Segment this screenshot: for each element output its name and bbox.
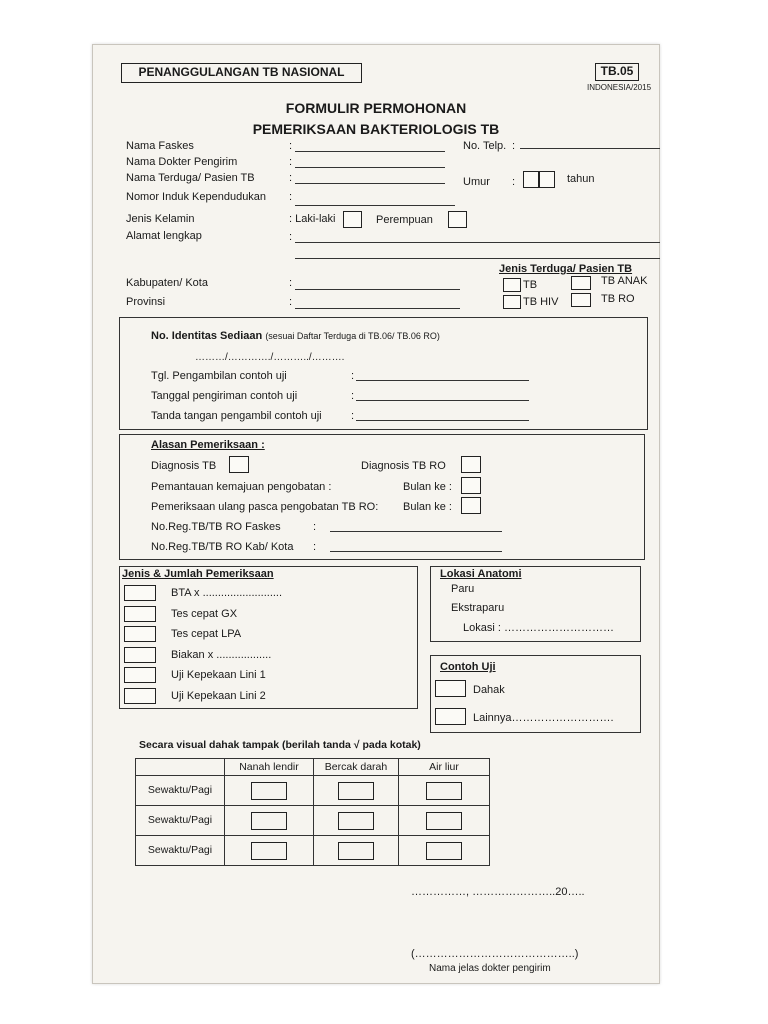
visual-table — [135, 758, 490, 866]
sediaan-id-field[interactable]: ………/…………./………../………. — [195, 352, 345, 363]
sediaan-heading-row — [151, 330, 440, 343]
paru-option[interactable]: Paru — [451, 583, 475, 595]
nama-dokter-label: Nama Dokter Pengirim — [126, 156, 238, 168]
alamat-field-line2[interactable] — [295, 258, 660, 259]
visual-cell — [225, 776, 314, 806]
visual-cell — [399, 806, 490, 836]
visual-header-row — [136, 759, 490, 776]
visual-cell — [314, 836, 399, 866]
lokasi-heading: Lokasi Anatomi — [440, 568, 522, 580]
nama-faskes-label: Nama Faskes — [126, 140, 194, 152]
tb-anak-label: TB ANAK — [601, 275, 648, 287]
noreg-kab-field[interactable] — [330, 551, 502, 552]
bulan-ke-label: Bulan ke : — [403, 481, 452, 493]
nik-field[interactable] — [295, 205, 455, 206]
visual-cell — [399, 836, 490, 866]
ulang-label: Pemeriksaan ulang pasca pengobatan TB RO: — [151, 501, 379, 513]
ekstraparu-option[interactable]: Ekstraparu — [451, 602, 505, 614]
noreg-faskes-field[interactable] — [330, 531, 502, 532]
tanda-tangan-label: Tanda tangan pengambil contoh uji — [151, 410, 322, 422]
tahun-label: tahun — [567, 173, 595, 185]
tgl-pengambilan-field[interactable] — [356, 380, 529, 381]
sediaan-note: (sesuai Daftar Terduga di TB.06/ TB.06 RO) — [265, 331, 440, 341]
pemantauan-bulan-checkbox[interactable] — [461, 477, 481, 494]
visual-checkbox[interactable] — [426, 842, 462, 860]
visual-header-empty — [136, 759, 225, 776]
umur-label: Umur — [463, 176, 490, 188]
tgl-pengambilan-label: Tgl. Pengambilan contoh uji — [151, 370, 287, 382]
umur-digit-1-box[interactable] — [523, 171, 539, 188]
alamat-label: Alamat lengkap — [126, 230, 202, 242]
signature-field[interactable]: (……………………………………..) — [411, 948, 579, 960]
visual-checkbox[interactable] — [338, 782, 374, 800]
visual-cell — [225, 806, 314, 836]
diagnosis-tb-ro-label: Diagnosis TB RO — [361, 460, 446, 472]
visual-col-header: Nanah lendir — [225, 759, 314, 776]
tb-anak-checkbox[interactable] — [571, 276, 591, 290]
nama-terduga-field[interactable] — [295, 183, 445, 184]
form-page — [92, 44, 660, 984]
tb-ro-checkbox[interactable] — [571, 293, 591, 307]
no-telp-field[interactable] — [520, 148, 660, 149]
program-title-box — [121, 63, 362, 83]
contoh-uji-heading: Contoh Uji — [440, 661, 496, 673]
tb-ro-label: TB RO — [601, 293, 635, 305]
colon: : — [351, 370, 355, 382]
colon: : — [313, 541, 317, 553]
form-title-line1: FORMULIR PERMOHONAN — [285, 100, 467, 116]
visual-cell — [225, 836, 314, 866]
pemantauan-label: Pemantauan kemajuan pengobatan : — [151, 481, 332, 493]
colon: : — [289, 231, 293, 243]
edition-label: INDONESIA/2015 — [587, 83, 652, 92]
kabupaten-label: Kabupaten/ Kota — [126, 277, 208, 289]
jenis-pemeriksaan-checkbox[interactable] — [124, 667, 156, 683]
alamat-field-line1[interactable] — [295, 242, 660, 243]
nama-terduga-label: Nama Terduga/ Pasien TB — [126, 172, 255, 184]
jenis-pemeriksaan-checkbox[interactable] — [124, 585, 156, 601]
jenis-pemeriksaan-label: Uji Kepekaan Lini 1 — [171, 669, 266, 681]
tanda-tangan-field[interactable] — [356, 420, 529, 421]
colon: : — [512, 176, 516, 188]
form-code-box — [595, 63, 639, 81]
jenis-pemeriksaan-heading: Jenis & Jumlah Pemeriksaan — [122, 568, 274, 580]
sediaan-heading: No. Identitas Sediaan — [151, 330, 263, 342]
visual-cell — [399, 776, 490, 806]
jenis-pemeriksaan-checkbox[interactable] — [124, 647, 156, 663]
jenis-kelamin-label: Jenis Kelamin — [126, 213, 195, 225]
program-title: PENANGGULANGAN TB NASIONAL — [138, 65, 345, 79]
visual-row — [136, 776, 490, 806]
visual-cell — [314, 776, 399, 806]
visual-checkbox[interactable] — [251, 842, 287, 860]
colon: : — [289, 296, 293, 308]
colon: : — [351, 390, 355, 402]
no-telp-label: No. Telp. — [463, 140, 507, 152]
jenis-pemeriksaan-checkbox[interactable] — [124, 606, 156, 622]
jenis-pemeriksaan-label: Biakan x .................. — [171, 648, 272, 661]
ulang-bulan-checkbox[interactable] — [461, 497, 481, 514]
perempuan-checkbox[interactable] — [448, 211, 467, 228]
visual-row-label: Sewaktu/Pagi — [136, 776, 225, 806]
nama-dokter-field[interactable] — [295, 167, 445, 168]
visual-row-label: Sewaktu/Pagi — [136, 806, 225, 836]
dahak-label: Dahak — [473, 684, 505, 696]
visual-checkbox[interactable] — [251, 782, 287, 800]
perempuan-label: Perempuan — [376, 214, 433, 226]
visual-col-header: Bercak darah — [314, 759, 399, 776]
lainnya-field[interactable]: Lainnya………………………. — [473, 712, 614, 724]
colon: : — [313, 521, 317, 533]
colon: : — [351, 410, 355, 422]
dahak-checkbox[interactable] — [435, 680, 466, 697]
diagnosis-tb-ro-checkbox[interactable] — [461, 456, 481, 473]
noreg-kab-label: No.Reg.TB/TB RO Kab/ Kota — [151, 541, 294, 553]
visual-checkbox[interactable] — [251, 812, 287, 830]
visual-checkbox[interactable] — [338, 812, 374, 830]
visual-heading: Secara visual dahak tampak (berilah tanda √ pada kotak) — [139, 739, 421, 751]
form-code: TB.05 — [600, 64, 634, 78]
jenis-pemeriksaan-label: Tes cepat LPA — [171, 628, 242, 640]
colon: : — [289, 191, 293, 203]
nama-faskes-field[interactable] — [295, 151, 445, 152]
laki-laki-checkbox[interactable] — [343, 211, 362, 228]
jenis-pemeriksaan-checkbox[interactable] — [124, 626, 156, 642]
diagnosis-tb-label: Diagnosis TB — [151, 460, 217, 472]
umur-digit-2-box[interactable] — [539, 171, 555, 188]
lainnya-checkbox[interactable] — [435, 708, 466, 725]
noreg-faskes-label: No.Reg.TB/TB RO Faskes — [151, 521, 281, 533]
visual-row — [136, 806, 490, 836]
colon: : — [289, 277, 293, 289]
visual-cell — [314, 806, 399, 836]
kabupaten-field[interactable] — [295, 289, 460, 290]
laki-laki-label: : Laki-laki — [289, 213, 336, 225]
tgl-pengiriman-label: Tanggal pengiriman contoh uji — [151, 390, 298, 402]
colon: : — [289, 156, 293, 168]
nik-label: Nomor Induk Kependudukan — [126, 191, 267, 203]
signature-label: Nama jelas dokter pengirim — [429, 963, 551, 974]
visual-col-header: Air liur — [399, 759, 490, 776]
visual-checkbox[interactable] — [426, 812, 462, 830]
colon: : — [512, 140, 516, 152]
visual-row — [136, 836, 490, 866]
jenis-pemeriksaan-label: BTA x .......................... — [171, 587, 283, 599]
jenis-pemeriksaan-label: Tes cepat GX — [171, 607, 238, 620]
bulan-ke-label: Bulan ke : — [403, 501, 452, 513]
jenis-pemeriksaan-checkbox[interactable] — [124, 688, 156, 704]
diagnosis-tb-checkbox[interactable] — [229, 456, 249, 473]
jenis-pemeriksaan-label: Uji Kepekaan Lini 2 — [171, 689, 266, 702]
visual-row-label: Sewaktu/Pagi — [136, 836, 225, 866]
colon: : — [289, 140, 293, 152]
visual-checkbox[interactable] — [426, 782, 462, 800]
tb-hiv-checkbox[interactable] — [503, 295, 521, 309]
tb-hiv-label: TB HIV — [523, 296, 559, 308]
alasan-heading: Alasan Pemeriksaan : — [151, 439, 265, 451]
lokasi-field[interactable]: Lokasi : ………………………… — [463, 622, 614, 634]
provinsi-field[interactable] — [295, 308, 460, 309]
visual-checkbox[interactable] — [338, 842, 374, 860]
jenis-terduga-heading: Jenis Terduga/ Pasien TB — [499, 263, 633, 275]
tb-label: TB — [523, 279, 538, 291]
form-title-line2: PEMERIKSAAN BAKTERIOLOGIS TB — [252, 121, 500, 137]
tgl-pengiriman-field[interactable] — [356, 400, 529, 401]
tb-checkbox[interactable] — [503, 278, 521, 292]
date-place-field[interactable]: ……………, …………………..20….. — [411, 886, 585, 898]
provinsi-label: Provinsi — [126, 296, 166, 308]
colon: : — [289, 172, 293, 184]
